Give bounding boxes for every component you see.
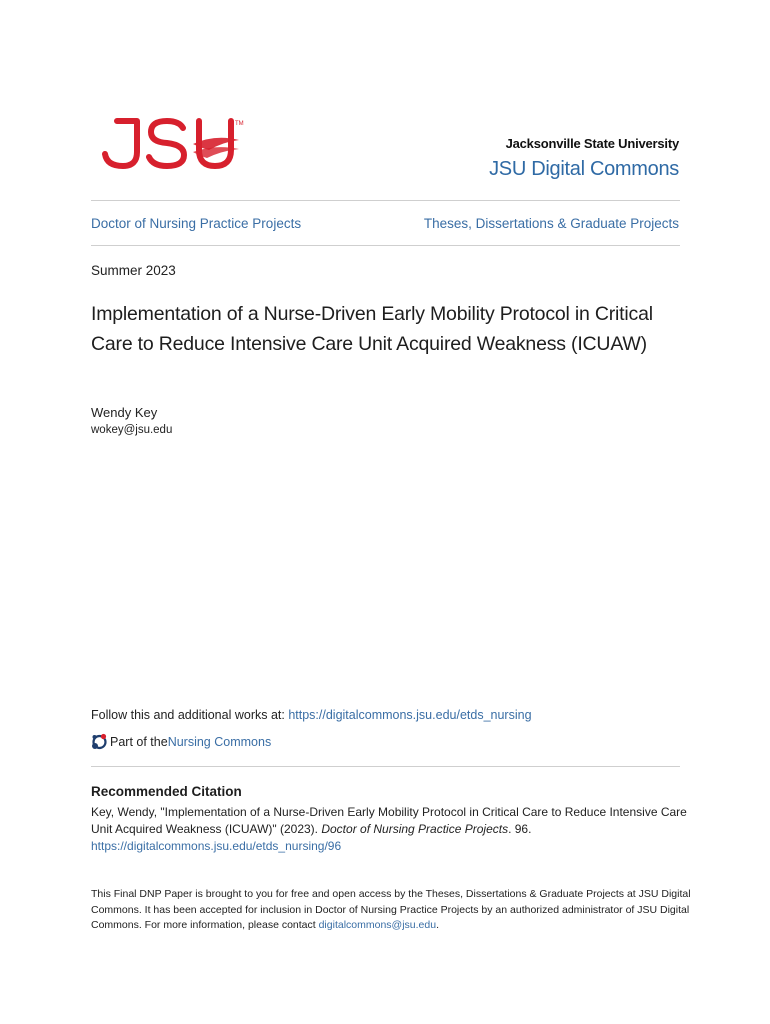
divider-citation [91, 766, 680, 767]
series-link-theses[interactable]: Theses, Dissertations & Graduate Projects [423, 216, 679, 231]
access-statement-text: This Final DNP Paper is brought to you for free and open access by the Theses, Dissertations & Graduate Projects at JSU Digital Commons. It has been accepted for inclusion in Doctor of Nursing Practice Projects by an authorized administrator of JSU Digital Commons. For more information, please contact [91, 888, 691, 931]
university-name: Jacksonville State University [505, 136, 679, 151]
follow-url-link[interactable]: https://digitalcommons.jsu.edu/etds_nursing [288, 708, 532, 722]
part-of-line [91, 733, 271, 750]
svg-text:TM: TM [235, 121, 244, 127]
divider-top [91, 200, 680, 201]
citation-body: Key, Wendy, "Implementation of a Nurse-Driven Early Mobility Protocol in Critical Care to Reduce Intensive Care Unit Acquired Weakness (ICUAW)" (2023). [91, 805, 687, 836]
nursing-commons-link[interactable]: Nursing Commons [167, 734, 272, 749]
divider-series [91, 245, 680, 246]
citation-text [91, 804, 691, 855]
citation-number: . 96. [508, 822, 532, 836]
citation-url-link[interactable]: https://digitalcommons.jsu.edu/etds_nursing/96 [91, 839, 342, 853]
citation-series: Doctor of Nursing Practice Projects [321, 822, 509, 836]
author-email: wokey@jsu.edu [91, 424, 173, 436]
author-name: Wendy Key [91, 405, 158, 420]
follow-label: Follow this and additional works at: [91, 708, 289, 722]
access-statement-end: . [436, 919, 439, 931]
part-of-label: Part of the [110, 734, 168, 749]
document-title: Implementation of a Nurse-Driven Early Mobility Protocol in Critical Care to Reduce Intensive Care Unit Acquired Weakness (ICUAW) [91, 303, 653, 355]
access-statement [91, 887, 691, 934]
series-link-dnp[interactable]: Doctor of Nursing Practice Projects [91, 216, 302, 231]
repository-title-link[interactable]: JSU Digital Commons [489, 158, 679, 180]
recommended-citation-heading: Recommended Citation [91, 784, 242, 799]
follow-line [91, 708, 532, 722]
contact-email-link[interactable]: digitalcommons@jsu.edu [318, 919, 437, 931]
publication-date: Summer 2023 [91, 263, 176, 278]
network-icon [91, 733, 108, 750]
jsu-logo [97, 116, 247, 176]
